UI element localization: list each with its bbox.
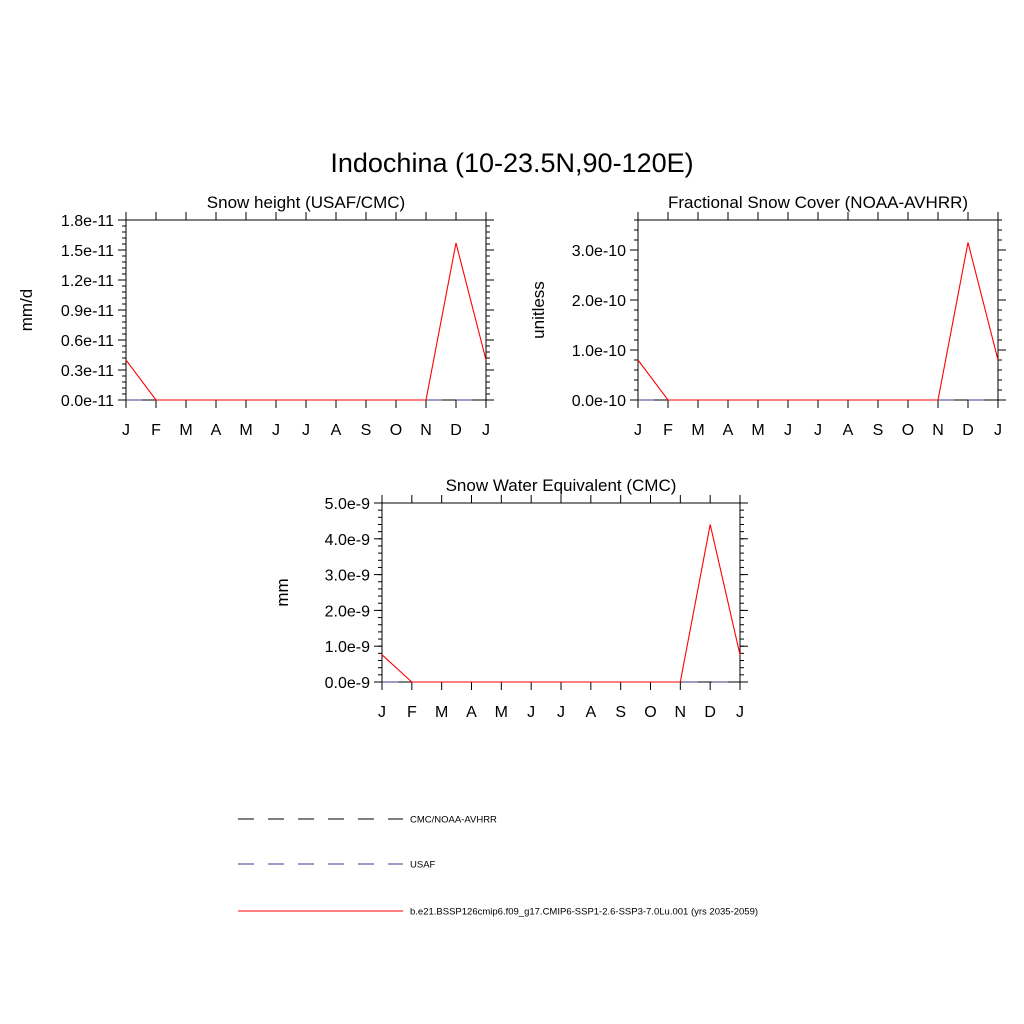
x-tick-label: O xyxy=(644,704,657,721)
plot-frame xyxy=(382,503,740,682)
panel-title: Snow height (USAF/CMC) xyxy=(206,193,406,212)
x-tick-label: J xyxy=(634,422,642,439)
y-tick-label: 2.0e-10 xyxy=(571,293,626,310)
legend-label: b.e21.BSSP126cmip6.f09_g17.CMIP6-SSP1-2.6-SSP3-7.0Lu.001 (yrs 2035-2059) xyxy=(410,906,759,918)
x-tick-label: D xyxy=(450,422,462,439)
x-tick-label: S xyxy=(872,422,884,439)
y-tick-label: 4.0e-9 xyxy=(324,531,370,549)
y-tick-label: 1.2e-11 xyxy=(60,273,114,290)
plot-frame xyxy=(126,220,486,400)
x-tick-label: J xyxy=(482,422,490,439)
y-tick-label: 0.0e-9 xyxy=(324,675,370,692)
x-tick-label: J xyxy=(272,422,280,439)
x-tick-label: J xyxy=(527,704,536,721)
x-tick-label: A xyxy=(210,422,222,439)
x-tick-label: J xyxy=(378,704,386,721)
x-tick-label: O xyxy=(901,422,915,439)
y-tick-label: 0.0e-10 xyxy=(571,393,626,410)
x-tick-label: N xyxy=(932,422,944,439)
x-tick-label: S xyxy=(360,422,372,439)
legend-label: USAF xyxy=(410,859,436,871)
x-tick-label: M xyxy=(239,422,253,439)
panel-fractional-snow-cover xyxy=(529,193,1006,439)
x-tick-label: J xyxy=(994,422,1002,439)
y-tick-label: 1.8e-11 xyxy=(60,213,114,230)
y-tick-label: 1.0e-10 xyxy=(571,343,626,360)
x-tick-label: A xyxy=(842,422,854,439)
x-tick-label: S xyxy=(615,704,627,721)
x-tick-label: A xyxy=(585,704,597,721)
x-tick-label: F xyxy=(663,422,673,439)
panel-snow-water-equivalent xyxy=(273,476,748,721)
panel-title: Fractional Snow Cover (NOAA-AVHRR) xyxy=(667,193,969,212)
x-tick-label: M xyxy=(179,422,193,439)
x-tick-label: N xyxy=(420,422,432,439)
y-tick-label: 3.0e-10 xyxy=(571,243,626,260)
y-tick-label: 0.9e-11 xyxy=(60,303,114,320)
x-tick-label: D xyxy=(704,704,716,721)
series-line-model xyxy=(638,243,998,401)
y-tick-label: 5.0e-9 xyxy=(324,496,370,513)
x-tick-label: N xyxy=(674,704,687,721)
y-axis-label: mm xyxy=(273,578,292,607)
y-tick-label: 0.6e-11 xyxy=(60,333,114,350)
y-tick-label: 1.5e-11 xyxy=(60,243,114,260)
panel-title: Snow Water Equivalent (CMC) xyxy=(445,476,677,495)
x-tick-label: J xyxy=(557,704,565,721)
x-tick-label: M xyxy=(691,422,705,439)
x-tick-label: M xyxy=(435,704,449,721)
y-tick-label: 1.0e-9 xyxy=(324,639,370,657)
y-tick-label: 3.0e-9 xyxy=(324,567,370,585)
legend xyxy=(238,815,758,918)
x-tick-label: A xyxy=(330,422,342,439)
x-tick-label: D xyxy=(962,422,974,439)
x-tick-label: F xyxy=(151,422,161,439)
x-tick-label: J xyxy=(122,422,130,439)
y-tick-label: 2.0e-9 xyxy=(324,603,370,621)
x-tick-label: J xyxy=(814,422,822,439)
x-tick-label: O xyxy=(389,422,403,439)
y-tick-label: 0.3e-11 xyxy=(60,363,114,380)
x-tick-label: M xyxy=(751,422,765,439)
figure-title: Indochina (10-23.5N,90-120E) xyxy=(330,148,694,178)
x-tick-label: A xyxy=(466,704,477,721)
plot-frame xyxy=(638,220,998,400)
legend-label: CMC/NOAA-AVHRR xyxy=(410,814,497,826)
y-axis-label: unitless xyxy=(529,281,548,339)
x-tick-label: A xyxy=(722,422,734,439)
x-tick-label: J xyxy=(736,704,744,721)
x-tick-label: J xyxy=(784,422,792,439)
x-tick-label: M xyxy=(494,704,508,721)
y-tick-label: 0.0e-11 xyxy=(60,393,114,410)
panel-snow-height xyxy=(17,193,494,439)
series-line-model xyxy=(382,525,740,683)
y-axis-label: mm/d xyxy=(17,288,36,332)
x-tick-label: F xyxy=(406,704,417,721)
series-line-model xyxy=(126,243,486,400)
x-tick-label: J xyxy=(302,422,310,439)
